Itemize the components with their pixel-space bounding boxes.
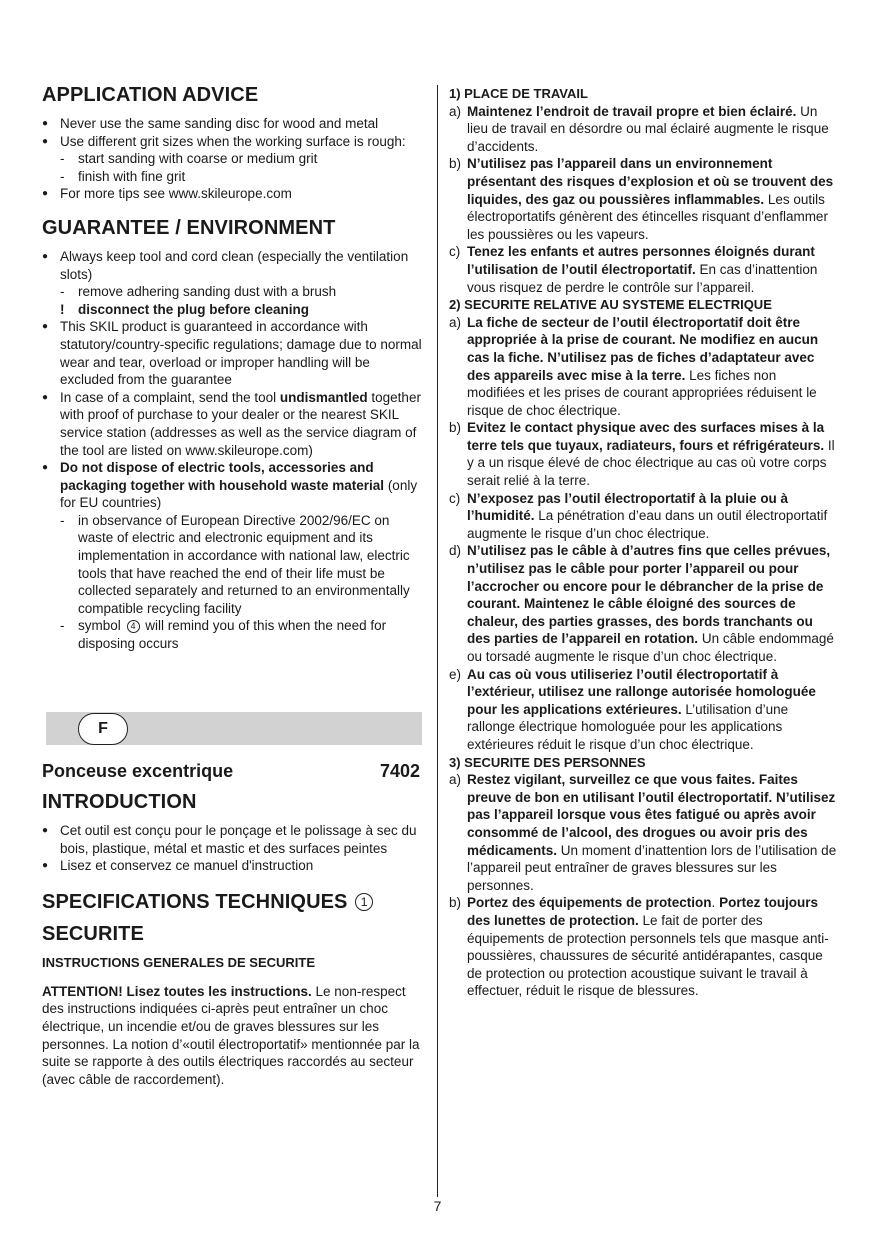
- sub-list-item: - remove adhering sanding dust with a brush: [60, 284, 337, 300]
- section-heading: 3) SECURITE DES PERSONNES: [449, 754, 646, 770]
- section-heading: 1) PLACE DE TRAVAIL: [449, 86, 588, 101]
- sub-list: [60, 283, 427, 318]
- application-advice-list: [42, 115, 427, 203]
- safety-item: b) N’utilisez pas l’appareil dans un environnement présentant des risques d’explosion et où se trouvent des liquides, des gaz ou poussières inflammables. Les outils électroportatifs génèrent des étincelles risquant d’enflammer les poussières ou les vapeurs.: [449, 156, 834, 242]
- column-divider: [437, 85, 438, 1197]
- application-advice-heading: APPLICATION ADVICE: [42, 84, 259, 106]
- list-item: ● In case of a complaint, send the tool undismantled together with proof of purchase to your dealer or the nearest SKIL service station (addresses as well as the service diagram of the tool are listed on www.skileurope.com): [42, 389, 427, 459]
- list-item: ● This SKIL product is guaranteed in accordance with statutory/country-specific regulations; damage due to normal wear and tear, overload or improper handling will be excluded from the guarantee: [42, 318, 427, 388]
- safety-item: a) Maintenez l’endroit de travail propre et bien éclairé. Un lieu de travail en désordre ou mal éclairé augmente le risque d’accidents.: [449, 103, 829, 154]
- safety-item: c) N’exposez pas l’outil électroportatif à la pluie ou à l’humidité. La pénétration d’eau dans un outil électroportatif augmente le risque d’un choc électrique.: [449, 490, 828, 541]
- instructions-heading: INSTRUCTIONS GENERALES DE SECURITE: [42, 954, 316, 970]
- list-item: ● Do not dispose of electric tools, accessories and packaging together with household waste material (only for EU countries) - in observance of European Directive 2002/96/EC on waste of electric and electronic equipment and its implementation in accordance with national law, electric tools that have reached the end of their life must be collected separately and returned to an environmentally compatible recycling facility - symbol 4 will remind you of this when the need for disposing occurs: [42, 459, 427, 653]
- safety-item: b) Evitez le contact physique avec des surfaces mises à la terre tels que tuyaux, radiateurs, fours et réfrigérateurs. Il y a un risque élevé de choc électrique au cas où votre corps serait relié à la terre.: [449, 420, 835, 489]
- list-item: ● For more tips see www.skileurope.com: [42, 185, 427, 203]
- figure-number-badge: 4: [127, 620, 140, 633]
- figure-number-badge: 1: [355, 893, 373, 911]
- safety-item: c) Tenez les enfants et autres personnes éloignés durant l’utilisation de l’outil électroportatif. En cas d’inattention vous risquez de perdre le contrôle sur l’appareil.: [449, 244, 818, 295]
- list-item: ● Always keep tool and cord clean (especially the ventilation slots) - remove adhering sanding dust with a brush ! disconnect the plug before cleaning: [42, 248, 427, 318]
- safety-item: a) La fiche de secteur de l’outil électroportatif doit être appropriée à la prise de courant. Ne modifiez en aucun cas la fiche. N’utilisez pas de fiches d’adaptateur avec des appareils avec mise à la terre. Les fiches non modifiées et les prises de courant appropriées réduisent le risque de choc électrique.: [449, 314, 819, 418]
- securite-heading: SECURITE: [42, 922, 144, 945]
- sub-list-item: - finish with fine grit: [60, 168, 186, 184]
- language-badge: F: [78, 713, 128, 745]
- product-number: 7402: [379, 761, 420, 781]
- warning-item: ! disconnect the plug before cleaning: [60, 301, 310, 317]
- left-column: [42, 83, 427, 653]
- list-item: ● Never use the same sanding disc for wood and metal: [42, 115, 427, 133]
- sub-list-item: - start sanding with coarse or medium grit: [60, 151, 318, 167]
- safety-item: e) Au cas où vous utiliseriez l’outil électroportatif à l’extérieur, utilisez une rallonge autorisée homologuée pour les applications extérieures. L’utilisation d’une rallonge électrique homologuée pour les applications extérieures réduit le risque d’un choc électrique.: [449, 666, 816, 752]
- guarantee-list: [42, 248, 427, 653]
- attention-paragraph: ATTENTION! Lisez toutes les instructions. Le non-respect des instructions indiquées ci-après peut entraîner un choc électrique, un incendie et/ou de graves blessures sur les personnes. La notion d’«outil électroportatif» mentionnée par la suite se rapporte à des outils électriques raccordés au secteur (avec câble de raccordement).: [42, 983, 420, 1087]
- safety-item: d) N’utilisez pas le câble à d’autres fins que celles prévues, n’utilisez pas le câble pour porter l’appareil ou pour l’accrocher ou encore pour le débrancher de la prise de courant. Maintenez le câble éloigné des sources de chaleur, des parties grasses, des bords tranchants ou des parties de l’appareil en rotation. Un câble endommagé ou torsadé augmente le risque d’un choc électrique.: [449, 543, 834, 664]
- list-item: ● Use different grit sizes when the working surface is rough: - start sanding with coarse or medium grit - finish with fine grit: [42, 133, 427, 186]
- list-item: ● Lisez et conservez ce manuel d'instruction: [42, 857, 427, 875]
- sub-list-item: - in observance of European Directive 2002/96/EC on waste of electric and electronic equipment and its implementation in accordance with national law, electric tools that have reached the end of their life must be collected separately and returned to an environmentally compatible recycling facility: [60, 512, 410, 616]
- language-band: [46, 712, 422, 745]
- page-number: 7: [433, 1198, 442, 1214]
- product-title-row: [42, 760, 427, 782]
- safety-item: b) Portez des équipements de protection. Portez toujours des lunettes de protection. Le fait de porter des équipements de protection personnels tels que masque anti-poussières, chaussures de sécurité antidérapantes, casque de protection ou protection acoustique suivant le travail à effectuer, réduit le risque de blessures.: [449, 895, 829, 999]
- specifications-heading: SPECIFICATIONS TECHNIQUES 1: [42, 890, 427, 914]
- sub-list: [60, 512, 427, 653]
- safety-item: a) Restez vigilant, surveillez ce que vous faites. Faites preuve de bon en utilisant l’outil électroportatif. N’utilisez pas l’appareil lorsque vous êtes fatigué ou après avoir consommé de l’alcool, des drogues ou avoir pris des médicaments. Un moment d’inattention lors de l’utilisation de l’appareil peut entraîner de graves blessures sur les personnes.: [449, 772, 837, 893]
- list-item: ● Cet outil est conçu pour le ponçage et le polissage à sec du bois, plastique, métal et mastic et des surfaces peintes: [42, 822, 427, 857]
- right-column: [449, 85, 837, 1000]
- sub-list-item: - symbol 4 will remind you of this when the need for disposing occurs: [60, 618, 387, 652]
- introduction-heading: INTRODUCTION: [42, 791, 197, 813]
- introduction-list: [42, 822, 427, 875]
- sub-list: [60, 150, 427, 185]
- left-column-lower: [42, 760, 427, 1088]
- product-name: Ponceuse excentrique: [42, 761, 234, 781]
- guarantee-heading: GUARANTEE / ENVIRONMENT: [42, 216, 336, 239]
- section-heading: 2) SECURITE RELATIVE AU SYSTEME ELECTRIQUE: [449, 297, 772, 313]
